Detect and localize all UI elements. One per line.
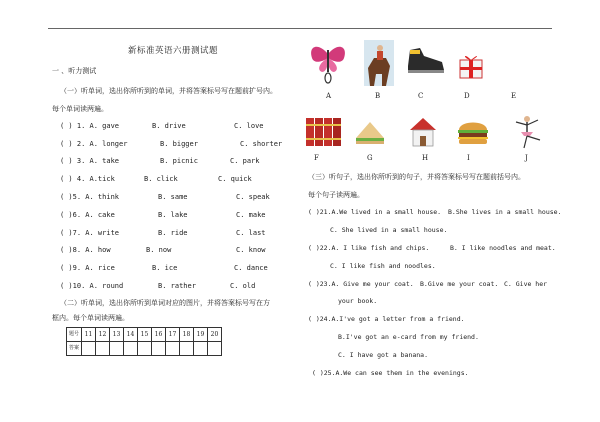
house-icon xyxy=(408,116,438,148)
picture-label: D xyxy=(464,92,470,100)
question-22-a: ( )22.A. I like fish and chips. xyxy=(308,244,430,252)
question-25-a: ( )25.A.We can see them in the evenings. xyxy=(312,369,469,377)
option-b: B. lake xyxy=(158,211,188,219)
table-number: 19 xyxy=(194,328,208,342)
question-23-d: your book. xyxy=(338,297,378,305)
option-c: C. last xyxy=(236,229,266,237)
question-24-b: B.I've got an e-card from my friend. xyxy=(338,333,479,341)
part1-instruction-2: 每个单词读两遍。 xyxy=(52,105,108,113)
option-a: ( ) 3. A. take xyxy=(60,157,120,165)
ballerina-icon xyxy=(510,114,544,150)
option-a: ( ) 1. A. gave xyxy=(60,122,120,130)
option-b: B. drive xyxy=(152,122,186,130)
option-a: ( )5. A. think xyxy=(60,193,120,201)
option-b: B. rather xyxy=(158,282,196,290)
part2-instruction-2: 框内。每个单词读两遍。 xyxy=(52,314,129,322)
sandwich-icon xyxy=(354,118,386,146)
section-heading: 一 、听力测试 xyxy=(52,67,97,75)
option-a: ( )9. A. rice xyxy=(60,264,115,272)
picture-label: B xyxy=(375,92,381,100)
option-a: ( )7. A. write xyxy=(60,229,120,237)
option-c: C. quick xyxy=(218,175,252,183)
option-c: C. park xyxy=(230,157,260,165)
table-number: 16 xyxy=(152,328,166,342)
option-b: B. now xyxy=(146,246,172,254)
girl-riding-horse-icon xyxy=(364,40,394,86)
option-a: ( )10. A. round xyxy=(60,282,124,290)
answer-cell[interactable] xyxy=(138,342,152,356)
table-number: 18 xyxy=(180,328,194,342)
table-number: 11 xyxy=(82,328,96,342)
option-a: ( )8. A. how xyxy=(60,246,111,254)
answer-cell[interactable] xyxy=(152,342,166,356)
option-c: C. speak xyxy=(236,193,270,201)
part2-instruction: （二）听单词，选出你所听到单词对应的图片，并将答案标号写在方 xyxy=(60,299,270,307)
option-c: C. old xyxy=(230,282,256,290)
option-c: C. know xyxy=(236,246,266,254)
question-23-c: C. Give her xyxy=(504,280,548,288)
question-21-a: ( )21.A.We lived in a small house. xyxy=(308,208,442,216)
butterfly-kite-icon xyxy=(308,40,348,86)
option-c: C. dance xyxy=(234,264,268,272)
part1-instruction: （一）听单词，选出你所听到的单词，并将答案标号写在题前扩号内。 xyxy=(60,87,277,95)
table-header-label: 题号 xyxy=(67,328,82,342)
part3-instruction: （三）听句子，选出你所听到的句子，并将答案标号写在题前括号内。 xyxy=(308,173,525,181)
question-24-a: ( )24.A.I've got a letter from a friend. xyxy=(308,315,465,323)
answer-cell[interactable] xyxy=(124,342,138,356)
picture-label: I xyxy=(467,154,470,162)
picture-label: J xyxy=(525,154,528,162)
option-b: B. same xyxy=(158,193,188,201)
table-number: 12 xyxy=(96,328,110,342)
picture-label: F xyxy=(314,154,319,162)
option-b: B. picnic xyxy=(160,157,198,165)
question-23-a: ( )23.A. Give me your coat. xyxy=(308,280,414,288)
top-rule xyxy=(48,28,552,29)
table-number: 20 xyxy=(208,328,222,342)
option-a: ( ) 2. A. longer xyxy=(60,140,128,148)
answer-table xyxy=(66,327,222,356)
option-b: B. click xyxy=(144,175,178,183)
option-a: ( )6. A. cake xyxy=(60,211,115,219)
question-21-b: B.She lives in a small house. xyxy=(448,208,562,216)
option-c: C. love xyxy=(234,122,264,130)
answer-cell[interactable] xyxy=(180,342,194,356)
question-24-c: C. I have got a banana. xyxy=(338,351,429,359)
option-a: ( ) 4. A.tick xyxy=(60,175,115,183)
question-23-b: B.Give me your coat. xyxy=(420,280,499,288)
page-title: 新标准英语六册测试题 xyxy=(128,46,219,56)
table-number: 15 xyxy=(138,328,152,342)
answer-cell[interactable] xyxy=(82,342,96,356)
question-22-b: B. I like noodles and meat. xyxy=(450,244,556,252)
table-number: 14 xyxy=(124,328,138,342)
answer-cell[interactable] xyxy=(166,342,180,356)
picture-label: H xyxy=(422,154,429,162)
books-icon xyxy=(304,114,346,148)
answer-cell[interactable] xyxy=(96,342,110,356)
part3-instruction-2: 每个句子读两遍。 xyxy=(308,191,364,199)
option-b: B. ice xyxy=(152,264,178,272)
table-answer-label: 答案 xyxy=(67,342,82,356)
picture-label: G xyxy=(367,154,373,162)
option-b: B. ride xyxy=(158,229,188,237)
gift-box-icon xyxy=(456,50,486,80)
shoe-icon xyxy=(404,44,446,76)
picture-label: C xyxy=(418,92,424,100)
option-c: C. make xyxy=(236,211,266,219)
answer-cell[interactable] xyxy=(110,342,124,356)
answer-cell[interactable] xyxy=(208,342,222,356)
picture-label: A xyxy=(326,92,332,100)
option-c: C. shorter xyxy=(240,140,283,148)
answer-cell[interactable] xyxy=(194,342,208,356)
option-b: B. bigger xyxy=(160,140,198,148)
table-number: 17 xyxy=(166,328,180,342)
picture-label: E xyxy=(511,92,517,100)
question-21-c: C. She lived in a small house. xyxy=(330,226,448,234)
hamburger-icon xyxy=(456,118,490,148)
table-number: 13 xyxy=(110,328,124,342)
question-22-c: C. I like fish and noodles. xyxy=(330,262,436,270)
